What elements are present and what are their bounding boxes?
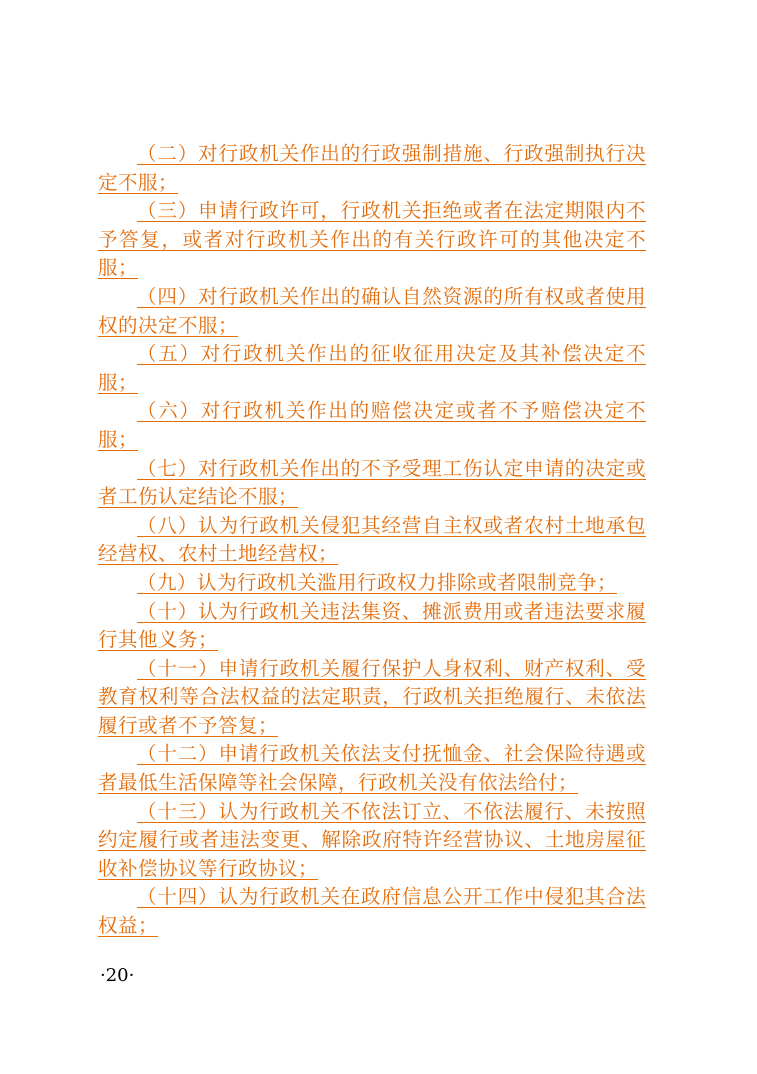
clause-8-text: （八）认为行政机关侵犯其经营自主权或者农村土地承包经营权、农村土地经营权； (98, 513, 646, 566)
clause-7 (98, 455, 646, 512)
clause-9 (98, 569, 646, 598)
clause-11-text: （十一）申请行政机关履行保护人身权利、财产权利、受教育权利等合法权益的法定职责，行政机关拒绝履行、未依法履行或者不予答复； (98, 656, 646, 737)
clause-3 (98, 197, 646, 283)
clause-5-text: （五）对行政机关作出的征收征用决定及其补偿决定不服； (98, 342, 646, 394)
clause-10 (98, 598, 646, 655)
clause-4 (98, 283, 646, 340)
clause-13 (98, 798, 646, 884)
clause-12 (98, 740, 646, 797)
clause-list (98, 140, 646, 941)
clause-6 (98, 397, 646, 454)
clause-7-text: （七）对行政机关作出的不予受理工伤认定申请的决定或者工伤认定结论不服； (98, 456, 646, 509)
clause-11 (98, 655, 646, 741)
clause-3-text: （三）申请行政许可，行政机关拒绝或者在法定期限内不予答复，或者对行政机关作出的有关行政许可的其他决定不服； (98, 199, 646, 280)
clause-6-text: （六）对行政机关作出的赔偿决定或者不予赔偿决定不服； (98, 399, 646, 451)
clause-9-text: （九）认为行政机关滥用行政权力排除或者限制竞争； (137, 570, 618, 594)
page-number: ·20· (100, 965, 135, 986)
clause-2-text: （二）对行政机关作出的行政强制措施、行政强制执行决定不服； (98, 142, 646, 194)
clause-13-text: （十三）认为行政机关不依法订立、不依法履行、未按照约定履行或者违法变更、解除政府特许经营协议、土地房屋征收补偿协议等行政协议； (98, 799, 646, 880)
clause-5 (98, 340, 646, 397)
clause-4-text: （四）对行政机关作出的确认自然资源的所有权或者使用权的决定不服； (98, 284, 646, 337)
clause-10-text: （十）认为行政机关违法集资、摊派费用或者违法要求履行其他义务； (98, 599, 646, 652)
clause-14 (98, 883, 646, 940)
clause-14-text: （十四）认为行政机关在政府信息公开工作中侵犯其合法权益； (98, 885, 646, 938)
clause-2 (98, 140, 646, 197)
clause-8 (98, 512, 646, 569)
clause-12-text: （十二）申请行政机关依法支付抚恤金、社会保险待遇或者最低生活保障等社会保障，行政机关没有依法给付； (98, 742, 646, 795)
